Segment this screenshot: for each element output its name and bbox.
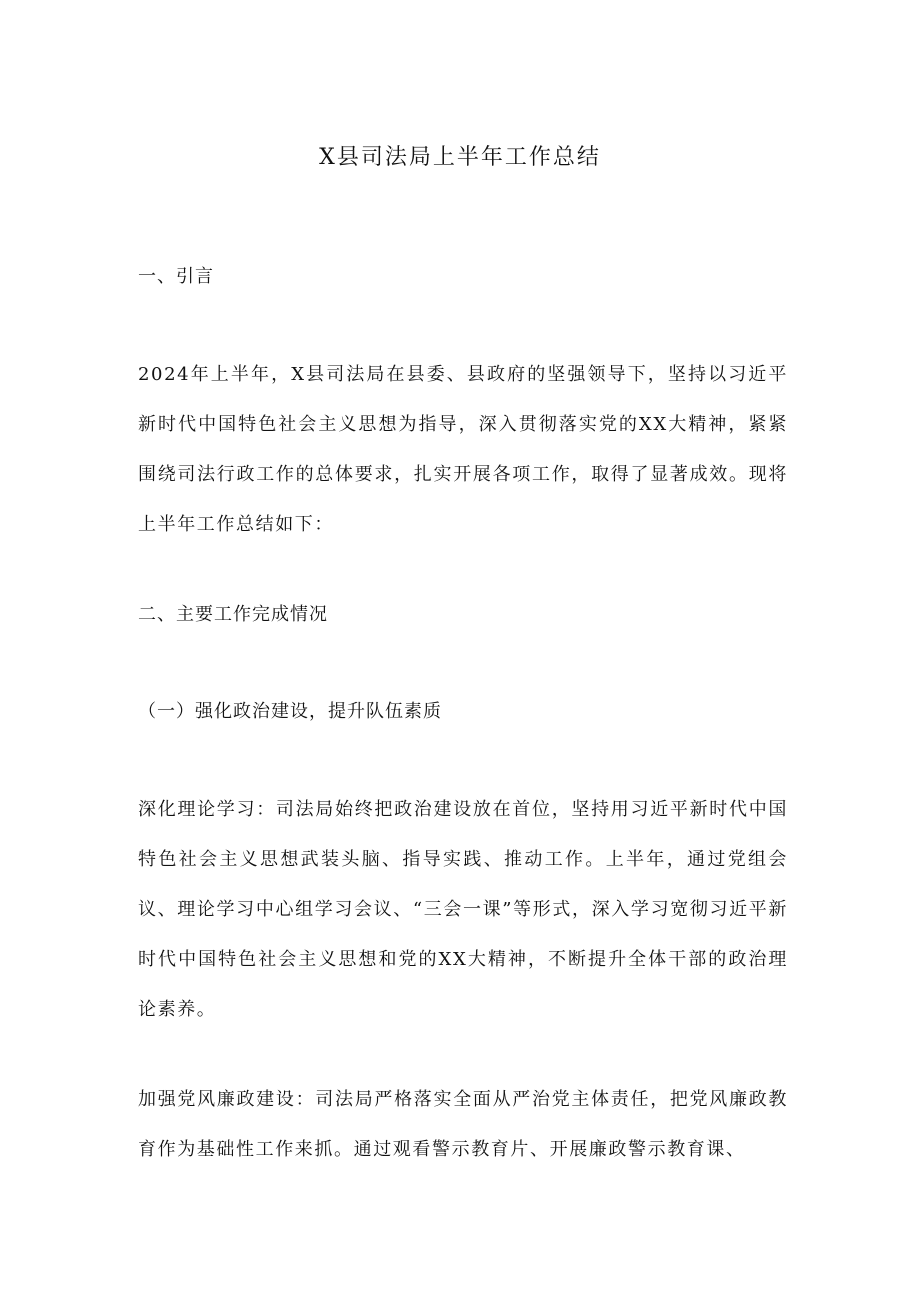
intro-paragraph: 2024年上半年，X县司法局在县委、县政府的坚强领导下，坚持以习近平新时代中国特色社会主义思想为指导，深入贯彻落实党的XX大精神，紧紧围绕司法行政工作的总体要求，扎实开展各项工作，取得了显著成效。现将上半年工作总结如下： [138, 364, 788, 535]
theory-study-paragraph: 深化理论学习：司法局始终把政治建设放在首位，坚持用习近平新时代中国特色社会主义思想武装头脑、指导实践、推动工作。上半年，通过党组会议、理论学习中心组学习会议、“三会一课”等形式，深入学习宽彻习近平新时代中国特色社会主义思想和党的XX大精神，不断提升全体干部的政治理论素养。 [138, 799, 788, 1020]
document-title: X县司法局上半年工作总结 [319, 145, 601, 170]
section-heading-intro: 一、引言 [138, 266, 214, 287]
section-heading-main-work: 二、主要工作完成情况 [138, 604, 328, 625]
party-conduct-paragraph: 加强党风廉政建设：司法局严格落实全面从严治党主体责任，把党风廉政教育作为基础性工作来抓。通过观看警示教育片、开展廉政警示教育课、 [138, 1089, 788, 1160]
subsection-heading-political-building: （一）强化政治建设，提升队伍素质 [138, 701, 442, 722]
